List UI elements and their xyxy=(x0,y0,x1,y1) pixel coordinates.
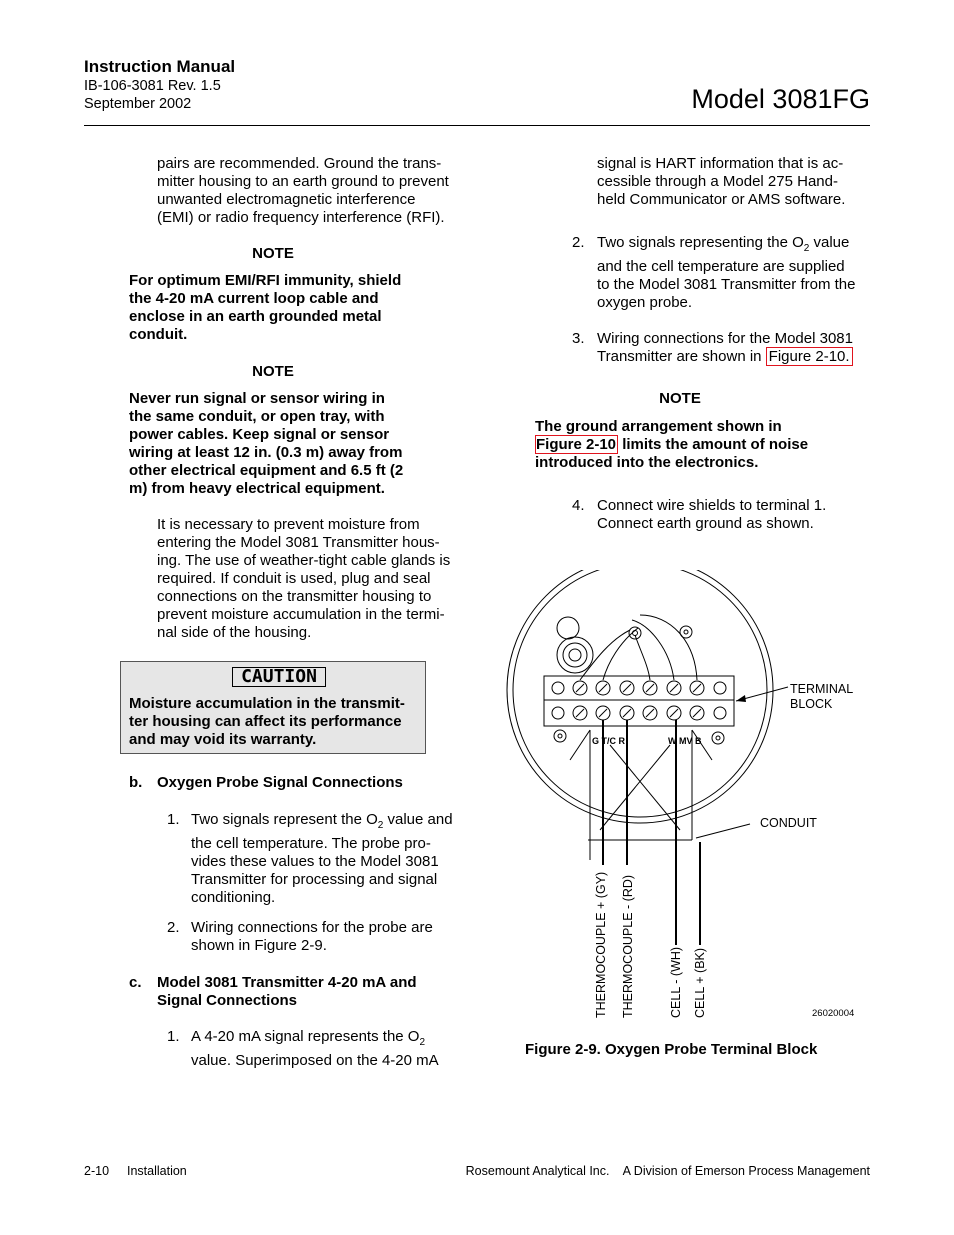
list-number: 1. xyxy=(167,1028,180,1045)
wire-shield-item: Connect wire shields to terminal 1. Connect earth ground as shown. xyxy=(597,497,827,532)
wiring-separation-note: Never run signal or sensor wiring in the same conduit, or open tray, with power cables. Keep signal or sensor wiring at least 12 in. (0.3 m) away from other electrical equipment and 6.5 ft (2 m) from heavy electrical equipment. xyxy=(129,390,404,497)
housing-outer-ring xyxy=(507,570,773,823)
section-letter-b: b. xyxy=(129,774,143,791)
figure-caption: Figure 2-9. Oxygen Probe Terminal Block xyxy=(525,1041,818,1058)
list-number: 2. xyxy=(167,919,180,936)
terminal-block-label: TERMINAL BLOCK xyxy=(790,682,854,711)
wire-label-cell-minus: CELL - (WH) xyxy=(669,946,683,1018)
strip-label-right: W MV B xyxy=(668,736,702,746)
probe-signals-item: Two signals represent the $O_2$ value and the cell temperature. The probe pro- vides these values to the Model 3081 Transmitter for processing and signal conditioning. xyxy=(191,811,453,906)
conduit-label: CONDUIT xyxy=(760,816,817,830)
caution-label: CAUTION xyxy=(232,667,326,687)
section-heading-b: Oxygen Probe Signal Connections xyxy=(157,774,403,791)
manual-title: Instruction Manual xyxy=(84,57,236,76)
wire-label-cell-plus: CELL + (BK) xyxy=(693,947,707,1018)
terminal-block xyxy=(544,676,734,726)
caution-text: Moisture accumulation in the transmit- ter housing can affect its performance and may void its warranty. xyxy=(129,695,405,748)
hart-paragraph: signal is HART information that is ac- cessible through a Model 275 Hand- held Communicator or AMS software. xyxy=(597,155,846,208)
section-heading-c: Model 3081 Transmitter 4-20 mA and Signal Connections xyxy=(157,974,417,1009)
note-title: NOTE xyxy=(252,363,294,380)
wire-label-thermocouple-minus: THERMOCOUPLE - (RD) xyxy=(621,874,635,1018)
list-number: 2. xyxy=(572,234,585,251)
strip-label-left: G T/C R xyxy=(592,736,625,746)
document-date: September 2002 xyxy=(84,96,192,112)
section-letter-c: c. xyxy=(129,974,142,991)
terminal-block-diagram xyxy=(500,570,880,1030)
grounding-paragraph: pairs are recommended. Ground the trans- mitter housing to an earth ground to prevent unwanted electromagnetic interference (EMI) or radio frequency interference (RFI). xyxy=(157,155,449,226)
moisture-paragraph: It is necessary to prevent moisture from entering the Model 3081 Transmitter hous- ing. The use of weather-tight cable glands is required. If conduit is used, plug and seal connections on the transmitter housing to prevent moisture accumulation in the termi- nal side of the housing. xyxy=(157,516,451,641)
list-number: 1. xyxy=(167,811,180,828)
list-number: 4. xyxy=(572,497,585,514)
conduit-leader xyxy=(696,824,750,838)
figure-2-10-link[interactable]: Figure 2-10. xyxy=(766,347,853,366)
document-id: IB-106-3081 Rev. 1.5 xyxy=(84,78,221,94)
wire-label-thermocouple-plus: THERMOCOUPLE + (GY) xyxy=(594,871,608,1018)
transmitter-signals-item: Two signals representing the $O_2$ value and the cell temperature are supplied to the Model 3081 Transmitter from the oxygen probe. xyxy=(597,234,856,311)
note-title: NOTE xyxy=(659,390,701,407)
housing-inner-ring xyxy=(513,570,767,817)
header-rule xyxy=(84,125,870,126)
current-loop-item: A 4-20 mA signal represents the $O_2$ value. Superimposed on the 4-20 mA xyxy=(191,1028,439,1069)
cable-gland xyxy=(557,637,593,673)
page-number: 2-10 xyxy=(84,1164,110,1178)
figure-2-10-link[interactable]: Figure 2-10 xyxy=(536,436,617,453)
drawing-number: 26020004 xyxy=(812,1008,855,1019)
section-name: Installation xyxy=(127,1164,187,1178)
company-line: Rosemount Analytical Inc. A Division of Emerson Process Management xyxy=(465,1164,870,1178)
emi-note: For optimum EMI/RFI immunity, shield the 4-20 mA current loop cable and enclose in an earth grounded metal conduit. xyxy=(129,272,402,343)
model-title: Model 3081FG xyxy=(691,84,870,114)
list-number: 3. xyxy=(572,330,585,347)
probe-wiring-item: Wiring connections for the probe are shown in Figure 2-9. xyxy=(191,919,433,954)
ground-arrangement-note: The ground arrangement shown in Figure 2-10 limits the amount of noise introduced into the electronics. xyxy=(535,418,809,471)
caution-box xyxy=(120,661,426,754)
transmitter-wiring-item: Wiring connections for the Model 3081 Transmitter are shown in Figure 2-10. xyxy=(597,330,853,365)
note-title: NOTE xyxy=(252,245,294,262)
